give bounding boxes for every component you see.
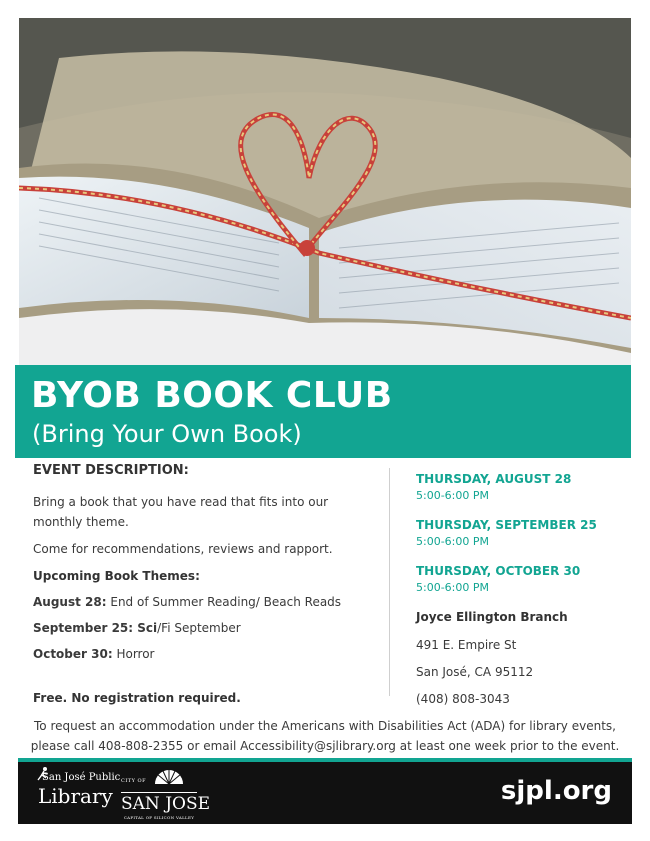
branch-phone: (408) 808-3043 [416,692,510,706]
branch-city: San José, CA 95112 [416,665,534,679]
description-paragraph-2: Come for recommendations, reviews and rapport. [33,542,333,556]
themes-label: Upcoming Book Themes: [33,569,200,583]
event-day: THURSDAY, OCTOBER 30 [416,564,581,578]
event-date-item [416,472,636,502]
event-description-section [33,463,373,717]
event-time: 5:00-6:00 PM [416,489,489,502]
branch-name: Joyce Ellington Branch [416,610,568,624]
theme-name: End of Summer Reading/ Beach Reads [110,595,342,609]
column-divider [389,468,390,696]
event-date-item [416,518,636,548]
theme-date: September 25: Sci [33,621,158,635]
theme-item [33,595,373,609]
city-logo-tagline: CAPITAL OF SILICON VALLEY [123,815,195,820]
event-title: BYOB BOOK CLUB [31,375,393,416]
schedule-section [416,472,636,719]
city-logo-name: SAN JOSE [121,794,211,814]
theme-date: August 28: [33,595,107,609]
theme-date: October 30: [33,647,113,661]
ada-notice-line-1: To request an accommodation under the Americans with Disabilities Act (ADA) for library events, [34,719,616,733]
sjpl-logo-top: San José Public [42,772,121,783]
description-paragraph-1: Bring a book that you have read that fits into our monthly theme. [33,495,329,529]
event-day: THURSDAY, SEPTEMBER 25 [416,518,597,532]
footer-bar [18,762,632,824]
website-url[interactable]: sjpl.org [500,776,612,806]
branch-street: 491 E. Empire St [416,638,517,652]
event-date-item [416,564,636,594]
theme-item [33,647,373,661]
ada-notice-line-2: please call 408-808-2355 or email Accessibility@sjlibrary.org at least one week prior to the event. [30,739,620,753]
event-time: 5:00-6:00 PM [416,581,489,594]
theme-name: /Fi September [157,621,241,635]
free-note: Free. No registration required. [33,691,241,705]
title-banner [15,365,631,458]
theme-name: Horror [116,647,155,661]
event-time: 5:00-6:00 PM [416,535,489,548]
sjpl-logo [38,772,120,808]
sunburst-icon [151,770,187,784]
description-heading: EVENT DESCRIPTION: [33,463,189,478]
reader-figure-icon [36,766,50,782]
hero-photo-book-heart-twine [19,18,631,365]
ada-notice [0,716,650,756]
theme-item [33,621,373,635]
city-logo-small: CITY OF [121,778,147,784]
event-day: THURSDAY, AUGUST 28 [416,472,572,486]
event-subtitle: (Bring Your Own Book) [32,420,302,448]
sjpl-logo-bottom: Library [38,784,113,808]
